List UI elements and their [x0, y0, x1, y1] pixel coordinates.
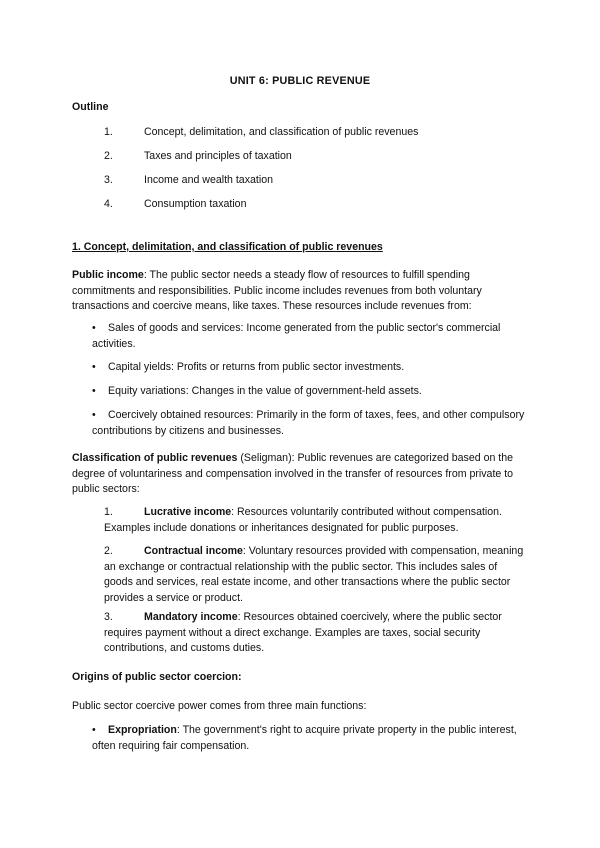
origins-heading: Origins of public sector coercion:	[72, 671, 242, 683]
outline-item-text: Taxes and principles of taxation	[144, 150, 292, 162]
classification-item	[104, 610, 524, 657]
classification-item-number: 3.	[104, 611, 113, 623]
public-income-paragraph	[72, 268, 532, 315]
bullet-text: Capital yields: Profits or returns from public sector investments.	[108, 361, 405, 373]
origins-bullet	[92, 723, 532, 754]
classification-item-lead: Lucrative income	[144, 506, 232, 518]
classification-paragraph	[72, 451, 532, 498]
bullet-text: Equity variations: Changes in the value of government-held assets.	[108, 385, 422, 397]
revenue-bullet	[92, 384, 532, 400]
origins-bullet-text: : The government's right to acquire private property in the public interest, often requiring fair compensation.	[92, 724, 517, 752]
revenue-bullet	[92, 360, 532, 376]
outline-item-text: Income and wealth taxation	[144, 174, 273, 186]
outline-item-number: 3.	[104, 174, 113, 186]
classification-item-lead: Contractual income	[144, 545, 243, 557]
outline-item-number: 1.	[104, 126, 113, 138]
bullet-icon: •	[92, 385, 96, 397]
outline-item	[104, 173, 544, 189]
bullet-icon: •	[92, 361, 96, 373]
revenue-bullet	[92, 408, 532, 439]
classification-item-number: 2.	[104, 545, 113, 557]
origins-bullet-lead: Expropriation	[108, 724, 177, 736]
bullet-text: Sales of goods and services: Income generated from the public sector's commercial activities.	[92, 322, 501, 350]
public-income-lead: Public income	[72, 269, 144, 281]
outline-item-text: Concept, delimitation, and classification of public revenues	[144, 126, 419, 138]
revenue-bullet	[92, 321, 532, 352]
bullet-icon: •	[92, 409, 96, 421]
section-heading: 1. Concept, delimitation, and classification of public revenues	[72, 241, 383, 253]
classification-item-lead: Mandatory income	[144, 611, 238, 623]
classification-item-text: : Resources obtained coercively, where the public sector requires payment without a direct exchange. Examples are taxes, social security contributions, and customs duties.	[104, 611, 502, 654]
outline-item-text: Consumption taxation	[144, 198, 247, 210]
origins-intro: Public sector coercive power comes from three main functions:	[72, 700, 367, 712]
outline-item	[104, 197, 544, 213]
classification-lead: Classification of public revenues	[72, 452, 238, 464]
page-title: UNIT 6: PUBLIC REVENUE	[229, 75, 371, 87]
bullet-text: Coercively obtained resources: Primarily in the form of taxes, fees, and other compulsory contributions by citizens and businesses.	[92, 409, 525, 437]
outline-item-number: 4.	[104, 198, 113, 210]
public-income-text: : The public sector needs a steady flow of resources to fulfill spending commitments and responsibilities. Public income includes revenues from both voluntary transactions and coercive means, like taxes. These resources include revenues from:	[72, 269, 482, 312]
outline-item	[104, 149, 544, 165]
bullet-icon: •	[92, 322, 96, 334]
classification-text: (Seligman): Public revenues are categorized based on the degree of voluntariness and compensation involved in the transfer of resources from private to public sectors:	[72, 452, 514, 495]
classification-item-number: 1.	[104, 506, 113, 518]
classification-item-text: : Voluntary resources provided with compensation, meaning an exchange or contractual relationship with the public sector. This includes sales of goods and services, real estate income, and other transactions where the public sector provides a service or product.	[104, 545, 524, 604]
outline-heading: Outline	[72, 101, 109, 113]
bullet-icon: •	[92, 724, 96, 736]
classification-item	[104, 544, 524, 606]
outline-item-number: 2.	[104, 150, 113, 162]
outline-item	[104, 125, 544, 141]
classification-item-text: : Resources voluntarily contributed without compensation. Examples include donations or inheritances designated for public purposes.	[104, 506, 503, 534]
classification-item	[104, 505, 524, 536]
